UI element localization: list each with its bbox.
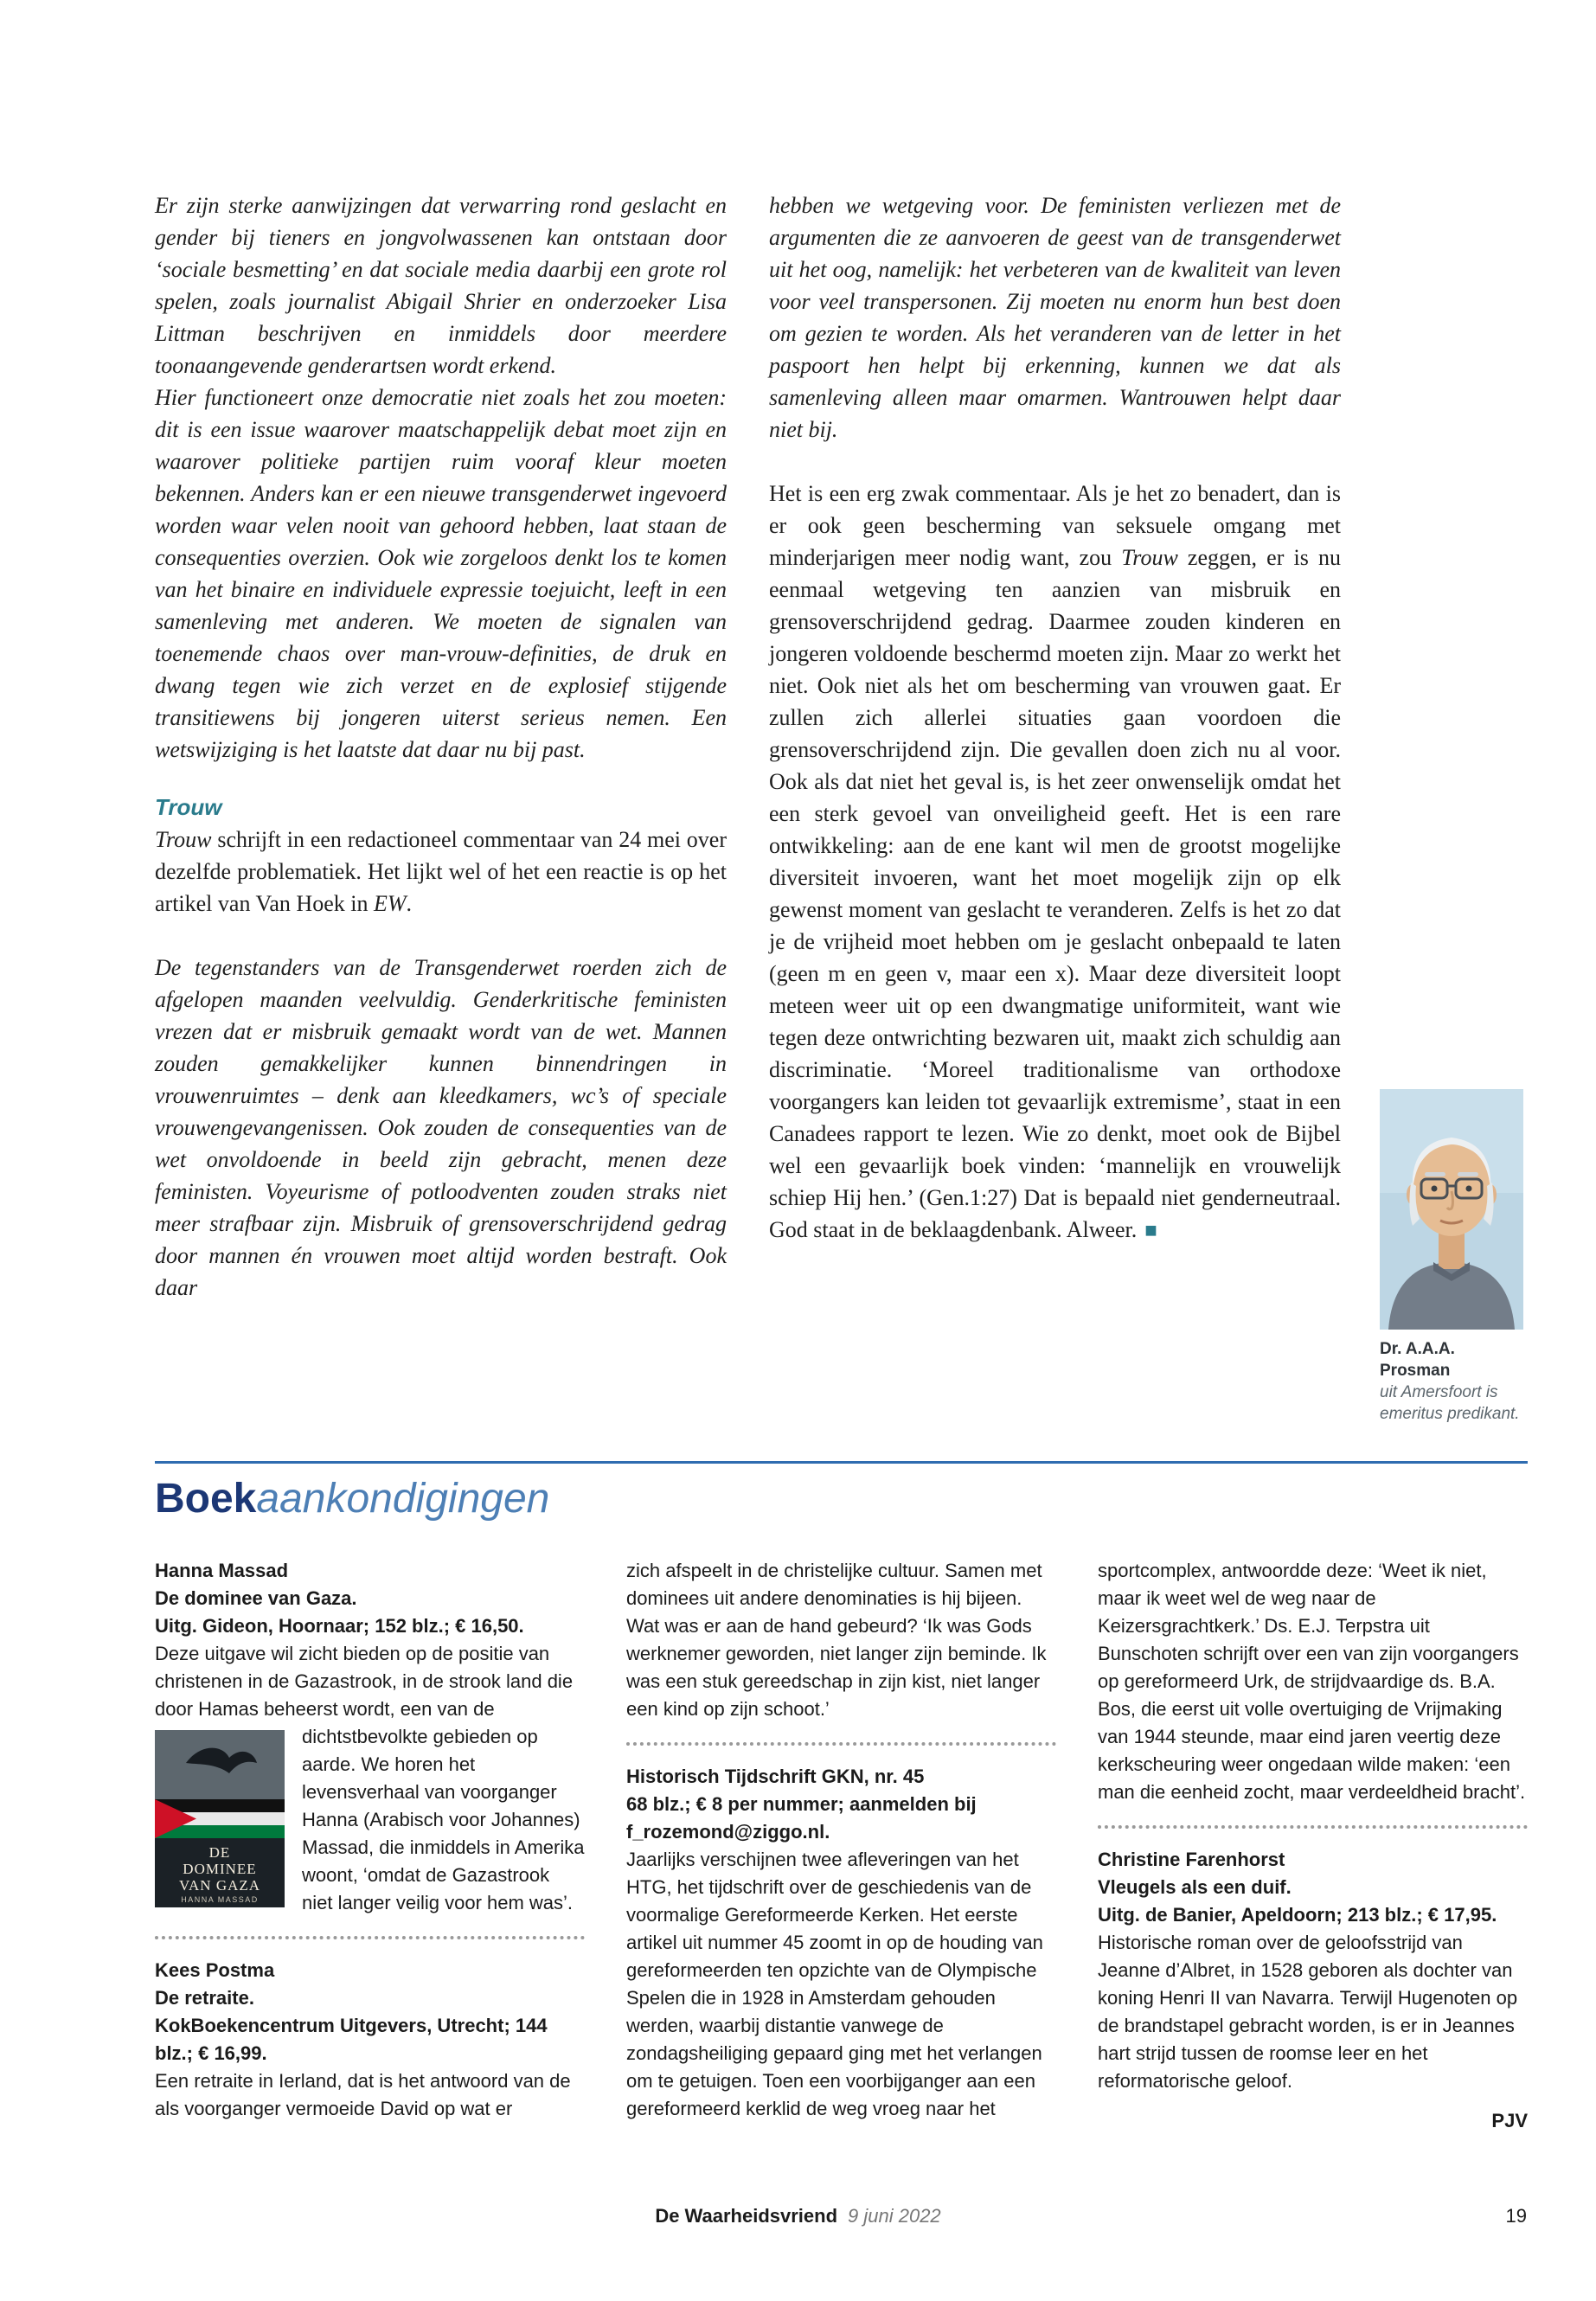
portrait-photo-block xyxy=(1380,1089,1529,1425)
trouw-subheading: Trouw xyxy=(155,794,222,820)
section-divider-rule xyxy=(155,1461,1528,1464)
book-body-with-cover: DE DOMINEE VAN GAZA HANNA MASSAD dichtstbevolkte gebieden op aarde. We horen het levensverhaal van voorganger Hanna (Arabisch voor Johannes) Massad, die inmiddels in Amerika woont, ‘omdat de Gazastrook niet langer veilig voor hem was’. xyxy=(155,1723,585,1917)
trouw-name: Trouw xyxy=(1121,545,1178,570)
article-intro-paragraph: Er zijn sterke aanwijzingen dat verwarring rond geslacht en gender bij tieners en jongvolwassenen kan ontstaan door ‘sociale besmetting’ en dat sociale media daarbij een grote rol spelen, zoals journalist Abigail Shrier en onderzoeker Lisa Littman beschrijven en inmiddels door meerdere toonaangevende genderartsen wordt erkend. xyxy=(155,193,727,378)
book-cover-image xyxy=(155,1730,285,1907)
book-entry-de-retraite xyxy=(155,1957,585,2123)
cover-title-line-2: DOMINEE xyxy=(183,1861,257,1877)
dotted-separator xyxy=(626,1742,1056,1746)
article-democracy-paragraph: Hier functioneert onze democratie niet zoals het zou moeten: dit is een issue waarover maatschappelijk debat moet zijn en waarover politieke partijen ruim vooraf kleur moeten bekennen. Anders kan er een nieuwe transgenderwet ingevoerd worden waar velen nooit van gehoord hebben, laat staan de consequenties overzien. Ook wie zorgeloos denkt los te komen van het binaire en individuele expressie toejuicht, leeft in een samenleving met anderen. We moeten de signalen van toenemende chaos over man-vrouw-definities, de druk en dwang tegen wie zich verzet en de explosief stijgende transitiewens bij jongeren uiterst serieus nemen. Een wetswijziging is het laatste dat daar nu bij past. xyxy=(155,385,727,762)
portrait-photo xyxy=(1380,1089,1523,1330)
book-publisher: KokBoekencentrum Uitgevers, Utrecht; 144 blz.; € 16,99. xyxy=(155,2015,548,2064)
book-publisher: Uitg. de Banier, Apeldoorn; 213 blz.; € 17,95. xyxy=(1098,1904,1497,1926)
book-title: De retraite. xyxy=(155,1987,254,2009)
footer-center xyxy=(0,2204,1596,2228)
feminists-continuation-paragraph: hebben we wetgeving voor. De feministen verliezen met de argumenten die ze aanvoeren de geest van de transgenderwet uit het oog, namelijk: het verbeteren van de kwaliteit van leven voor veel transpersonen. Zij moeten nu enorm hun best doen om gezien te worden. Als het veranderen van de letter in het paspoort hen helpt bij erkenning, kunnen we dat als samenleving alleen maar omarmen. Wantrouwen helpt daar niet bij. xyxy=(769,193,1341,442)
page-footer xyxy=(0,2204,1596,2228)
boek-columns xyxy=(155,1557,1528,2135)
photo-caption-detail: uit Amersfoort is emeritus predikant. xyxy=(1380,1383,1520,1423)
end-of-article-marker: ■ xyxy=(1144,1220,1157,1242)
book-cover-dominee-van-gaza xyxy=(155,1730,285,1907)
boek-column-3 xyxy=(1098,1557,1528,2135)
palestinian-flag xyxy=(155,1799,285,1838)
footer-page-number: 19 xyxy=(1505,2205,1527,2227)
book-body: Jaarlijks verschijnen twee afleveringen van het HTG, het tijdschrift over de geschiedenis van de voormalige Gereformeerde Kerken. Het eerste artikel uit nummer 45 zoomt in op de houding van gereformeerden ten opzichte van de Olympische Spelen die in 1928 in Amsterdam gehouden werden, waarbij distantie vanwege de zondagsheiliging gepaard ging met het verlangen om te getuigen. Toen een voorbijganger aan een gereformeerd kerklid de weg vroeg naar het xyxy=(626,1849,1043,2119)
book-body: Deze uitgave wil zicht bieden op de positie van christenen in de Gazastrook, in de strook land die door Hamas beheerst wordt, een van de xyxy=(155,1643,574,1720)
book-publisher: 68 blz.; € 8 per nummer; aanmelden bij f_rozemond@ziggo.nl. xyxy=(626,1793,977,1843)
article-column-2 xyxy=(769,189,1341,1304)
boek-heading-italic: aankondigingen xyxy=(256,1476,550,1522)
book-author: Christine Farenhorst xyxy=(1098,1849,1285,1870)
ew-name: EW xyxy=(373,891,407,916)
portrait-photo-image xyxy=(1380,1089,1523,1330)
dotted-separator xyxy=(1098,1825,1528,1829)
cover-author: HANNA MASSAD xyxy=(181,1895,259,1904)
book-entry-vleugels-als-een-duif xyxy=(1098,1846,1528,2095)
book-body-continuation: zich afspeelt in de christelijke cultuur. Samen met dominees uit andere denominaties is hij bijeen. Wat was er aan de hand gebeurd? ‘Ik was Gods werknemer geworden, niet langer zijn beminde. Ik was een stuk gereedschap in zijn kist, niet langer een kind op zijn schoot.’ xyxy=(626,1560,1047,1720)
book-body-continuation: sportcomplex, antwoordde deze: ‘Weet ik niet, maar ik weet wel de weg naar de Keizersgrachtkerk.’ Ds. E.J. Terpstra uit Bunschoten schrijft over een van zijn voorgangers op gereformeerd Urk, de strijdvaardige ds. B.A. Bos, die eerst uit volle overtuiging de Vrijmaking van 1944 steunde, maar eind jaren veertig deze kerkscheuring weer ongedaan wilde maken: ‘een man die eenheid zocht, maar verdeeldheid bracht’. xyxy=(1098,1560,1526,1803)
dotted-separator xyxy=(155,1936,585,1939)
book-body: Historische roman over de geloofsstrijd van Jeanne d’Albret, in 1528 geboren als dochter van koning Henri II van Navarra. Terwijl Hugenoten op de brandstapel gebracht worden, is er in Jeannes hart strijd tussen de roomse leer en het reformatorische geloof. xyxy=(1098,1932,1518,2092)
boekaankondigingen-section xyxy=(155,1461,1528,2135)
photo-caption-name: Dr. A.A.A. Prosman xyxy=(1380,1340,1455,1380)
reviewer-initials: PJV xyxy=(1491,2110,1528,2131)
book-title: Vleugels als een duif. xyxy=(1098,1876,1292,1898)
boek-heading-bold: Boek xyxy=(155,1476,257,1522)
cover-title-line-1: DE xyxy=(208,1844,231,1861)
trouw-commentary-paragraph: Trouw schrijft in een redactioneel commentaar van 24 mei over dezelfde problematiek. Het lijkt wel of het een reactie is op het artikel van Van Hoek in EW. xyxy=(155,827,727,916)
article-column-1 xyxy=(155,189,727,1304)
book-author: Hanna Massad xyxy=(155,1560,289,1581)
book-author: Kees Postma xyxy=(155,1959,275,1981)
footer-date: 9 juni 2022 xyxy=(848,2205,941,2227)
article-transgenderwet xyxy=(155,189,1341,1304)
book-entry-historisch-tijdschrift xyxy=(626,1763,1056,2123)
footer-magazine-name: De Waarheidsvriend xyxy=(655,2205,838,2227)
boek-column-1 xyxy=(155,1557,585,2135)
book-title: De dominee van Gaza. xyxy=(155,1587,357,1609)
weak-commentary-paragraph: Het is een erg zwak commentaar. Als je het zo benadert, dan is er ook geen bescherming van seksuele omgang met minderjarigen meer nodig want, zou Trouw zeggen, er is nu eenmaal wetgeving ten aanzien van misbruik en grensoverschrijdend gedrag. Daarmee zouden kinderen en jongeren voldoende beschermd moeten zijn. Maar zo werkt het niet. Ook niet als het om bescherming van vrouwen gaat. Er zullen zich allerlei situaties gaan voordoen die grensoverschrijdend zijn. Die gevallen doen zich nu al voor. Ook als dat niet het geval is, is het zeer onwenselijk omdat het een sterk gevoel van onveiligheid geeft. Het is een rare ontwikkeling: aan de ene kant wil men de grootst mogelijke diversiteit invoeren, want het moet mogelijk zijn op elk gewenst moment van geslacht te veranderen. Zelfs is het zo dat je de vrijheid moet hebben om je geslacht onbepaald te laten (geen m en geen v, maar een x). Maar deze diversiteit loopt meteen weer uit op een dwangmatige uniformiteit, want wie tegen deze ontwrichting bezwaren uit, maakt zich schuldig aan discriminatie. ‘Moreel traditionalisme van orthodoxe voorgangers kan leiden tot gevaarlijk extremisme’, staat in een Canadees rapport te lezen. Wie zo denkt, moet ook de Bijbel wel een gevaarlijk boek vinden: ‘mannelijk en vrouwelijk schiep Hij hen.’ (Gen.1:27) Dat is bepaald niet genderneutraal. God staat in de beklaagdenbank. Alweer. ■ xyxy=(769,481,1341,1242)
trouw-name: Trouw xyxy=(155,827,212,852)
book-entry-dominee-van-gaza xyxy=(155,1557,585,1917)
book-publisher: Uitg. Gideon, Hoornaar; 152 blz.; € 16,50. xyxy=(155,1615,524,1637)
boek-column-2 xyxy=(626,1557,1056,2135)
opponents-paragraph: De tegenstanders van de Transgenderwet roerden zich de afgelopen maanden veelvuldig. Genderkritische feministen vrezen dat er misbruik gemaakt wordt van de wet. Mannen zouden gemakkelijker kunnen binnendringen in vrouwenruimtes – denk aan kleedkamers, wc’s of speciale vrouwengevangenissen. Ook zouden de consequenties van de wet onvoldoende in beeld zijn gebracht, menen deze feministen. Voyeurisme of potloodventen zouden straks niet meer strafbaar zijn. Misbruik of grensoverschrijdend gedrag door mannen én vrouwen moet altijd worden bestraft. Ook daar xyxy=(155,955,727,1300)
boek-section-heading xyxy=(155,1474,1528,1524)
book-body: Een retraite in Ierland, dat is het antwoord van de als voorganger vermoeide David op wat er xyxy=(155,2070,571,2119)
cover-title-line-3: VAN GAZA xyxy=(178,1877,261,1894)
photo-caption xyxy=(1380,1338,1523,1425)
book-title: Historisch Tijdschrift GKN, nr. 45 xyxy=(626,1766,925,1787)
